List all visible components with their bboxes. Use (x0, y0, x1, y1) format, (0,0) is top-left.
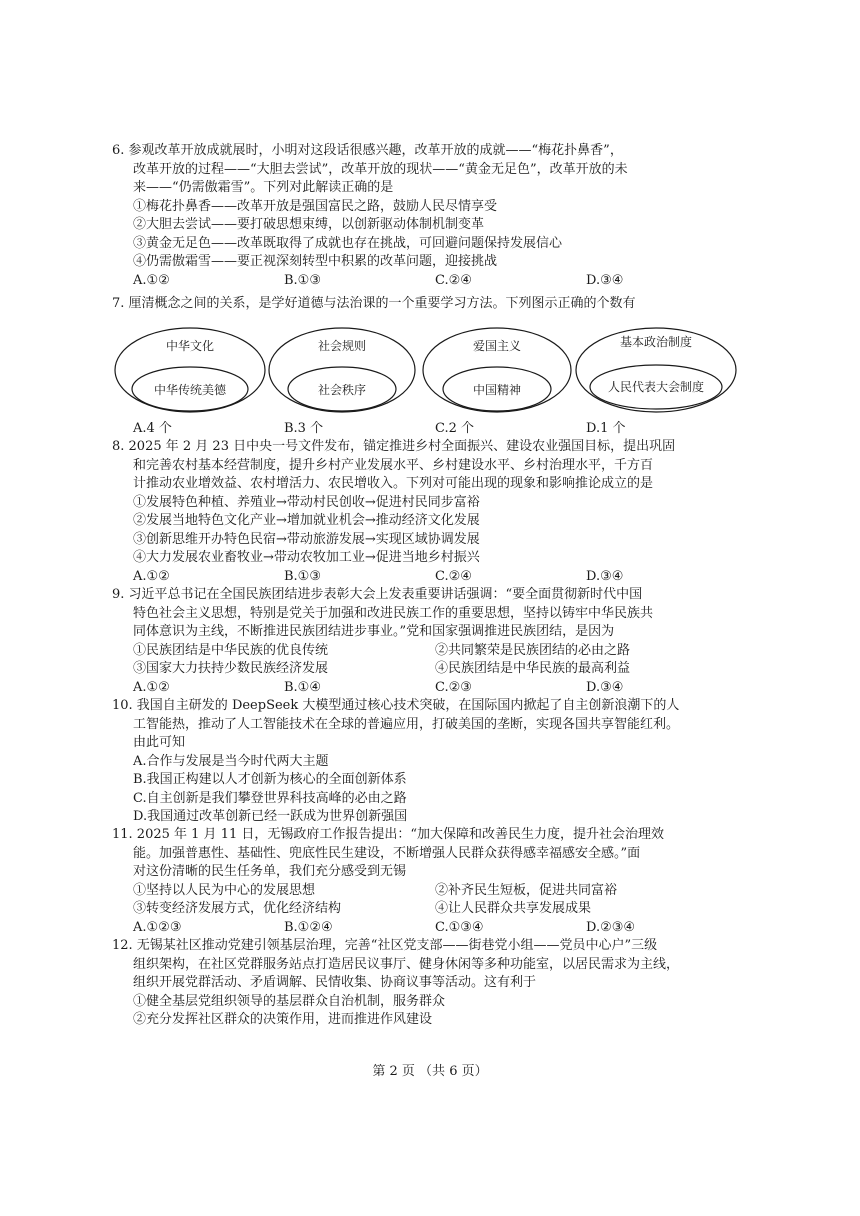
q6-option-c: C.②④ (435, 272, 472, 288)
question-9 (112, 586, 737, 697)
q9-line-3: 同体意识为主线，不断推进民族团结进步事业。”党和国家强调推进民族团结，是因为 (133, 624, 615, 639)
q8-line-3: 计推动农业增效益、农村增活力、农民增收入。下列对可能出现的现象和影响推论成立的是 (133, 476, 654, 491)
question-6 (112, 142, 737, 290)
q10-line-2: 工智能热，推动了人工智能技术在全球的普遍应用，打破美国的垄断，实现各国共享智能红利。 (133, 716, 680, 732)
q7-diagram-3-outer: 爱国主义 (472, 339, 522, 353)
page-footer: 第 2 页 （共 6 页） (372, 1064, 488, 1079)
question-7 (112, 295, 737, 314)
q11-items-row-1 (112, 882, 737, 901)
q11-items-row-2 (112, 900, 737, 919)
q7-diagram-2-outer: 社会规则 (317, 339, 367, 353)
q11-line-2: 能。加强普惠性、基础性、兜底性民生建设，不断增强人民群众获得感幸福感安全感。”面 (133, 845, 641, 861)
q6-option-d: D.③④ (586, 272, 624, 288)
q7-option-c: C.2 个 (435, 421, 475, 436)
q7-option-b: B.3 个 (284, 421, 324, 436)
q8-option-d: D.③④ (586, 568, 624, 584)
q7-diagram-3 (423, 328, 571, 412)
q8-statement-3: ③创新思维开办特色民宿→带动旅游发展→实现区域协调发展 (133, 531, 480, 547)
question-12 (112, 937, 737, 1030)
q12-statement-2: ②充分发挥社区群众的决策作用，进而推进作风建设 (133, 1012, 433, 1027)
q9-options (112, 679, 737, 698)
q7-diagram-4-outer: 基本政治制度 (619, 335, 693, 349)
q10-line-1: 10. 我国自主研发的 DeepSeek 大模型通过核心技术突破，在国际国内掀起了自主创新浪潮下的人 (112, 698, 680, 713)
q9-statement-3: ③国家大力扶持少数民族经济发展 (133, 661, 329, 676)
q8-option-c: C.②④ (435, 568, 472, 584)
q11-statement-1: ①坚持以人民为中心的发展思想 (133, 882, 316, 898)
q7-options-block (112, 420, 737, 439)
q9-line-1: 9. 习近平总书记在全国民族团结进步表彰大会上发表重要讲话强调：“要全面贯彻新时代中国 (112, 587, 643, 602)
q11-option-d: D.②③④ (586, 919, 636, 935)
q10-option-c: C.自主创新是我们攀登世界科技高峰的必由之路 (133, 790, 407, 806)
q12-line-2: 组织架构，在社区党群服务站点打造居民议事厅、健身休闲等多种功能室，以居民需求为主线， (133, 956, 680, 972)
q8-statement-4: ④大力发展农业畜牧业→带动农牧加工业→促进当地乡村振兴 (133, 550, 480, 565)
q9-line-2: 特色社会主义思想，特别是党关于加强和改进民族工作的重要思想，坚持以铸牢中华民族共 (133, 605, 654, 621)
question-10 (112, 697, 737, 827)
q8-statement-1: ①发展特色种植、养殖业→带动村民创收→促进村民同步富裕 (133, 494, 480, 510)
q11-options (112, 919, 737, 938)
q8-option-a: A.①② (133, 568, 170, 584)
q8-option-b: B.①③ (284, 568, 321, 584)
q9-items-row-2 (112, 660, 737, 679)
q7-options (112, 420, 737, 439)
q6-option-a: A.①② (133, 272, 170, 288)
q12-statement-1: ①健全基层党组织领导的基层群众自治机制，服务群众 (133, 993, 446, 1009)
q11-statement-2: ②补齐民生短板，促进共同富裕 (435, 882, 618, 898)
q6-statement-2: ②大胆去尝试——要打破思想束缚，以创新驱动体制机制变革 (133, 217, 485, 232)
q10-option-a: A.合作与发展是当今时代两大主题 (133, 753, 329, 769)
q6-statement-1: ①梅花扑鼻香——改革开放是强国富民之路，鼓励人民尽情享受 (133, 198, 498, 214)
q7-diagram-4 (576, 328, 736, 412)
q11-line-1: 11. 2025 年 1 月 11 日，无锡政府工作报告提出：“加大保障和改善民生力度，提升社会治理效 (112, 827, 665, 842)
q7-diagram-2-inner: 社会秩序 (317, 383, 367, 397)
q12-line-1: 12. 无锡某社区推动党建引领基层治理，完善“社区党支部——街巷党小组——党员中心户”三级 (112, 938, 658, 953)
question-8 (112, 438, 737, 586)
q8-line-1: 8. 2025 年 2 月 23 日中央一号文件发布，锚定推进乡村全面振兴、建设农业强国目标，提出巩固 (112, 439, 676, 454)
q9-option-d: D.③④ (586, 679, 624, 695)
q10-line-3: 由此可知 (133, 735, 186, 750)
q7-diagram-2 (269, 328, 415, 412)
q8-options (112, 568, 737, 587)
q9-option-b: B.①④ (284, 679, 321, 695)
q7-option-a: A.4 个 (133, 421, 172, 436)
q9-statement-1: ①民族团结是中华民族的优良传统 (133, 642, 329, 658)
q6-statement-3: ③黄金无足色——改革既取得了成就也存在挑战，可回避问题保持发展信心 (133, 235, 563, 251)
q6-line-2: 改革开放的过程——“大胆去尝试”，改革开放的现状——“黄金无足色”，改革开放的未 (133, 161, 628, 177)
q7-diagrams (112, 325, 742, 415)
q11-line-3: 对这份清晰的民生任务单，我们充分感受到无锡 (133, 864, 407, 879)
q6-statement-4: ④仍需傲霜雪——要正视深刻转型中积累的改革问题，迎接挑战 (133, 254, 498, 269)
q8-statement-2: ②发展当地特色文化产业→增加就业机会→推动经济文化发展 (133, 513, 480, 528)
q6-line-1: 6. 参观改革开放成就展时，小明对这段话很感兴趣，改革开放的成就——“梅花扑鼻香”， (112, 143, 623, 158)
q7-diagram-3-inner: 中国精神 (472, 383, 522, 397)
question-11 (112, 826, 737, 937)
q11-option-a: A.①②③ (133, 919, 182, 935)
q7-diagram-1 (115, 328, 265, 412)
q6-line-3: 来——“仍需傲霜雪”。下列对此解读正确的是 (133, 180, 394, 195)
q11-option-b: B.①②④ (284, 919, 333, 935)
q7-stem: 7. 厘清概念之间的关系，是学好道德与法治课的一个重要学习方法。下列图示正确的个数有 (112, 296, 636, 311)
q10-option-b: B.我国正构建以人才创新为核心的全面创新体系 (133, 772, 407, 787)
q9-statement-2: ②共同繁荣是民族团结的必由之路 (435, 642, 631, 658)
q7-diagram-4-inner: 人民代表大会制度 (607, 380, 705, 394)
q6-options (112, 272, 737, 291)
q9-option-c: C.②③ (435, 679, 472, 695)
q9-option-a: A.①② (133, 679, 170, 695)
q8-line-2: 和完善农村基本经营制度，提升乡村产业发展水平、乡村建设水平、乡村治理水平，千方百 (133, 457, 654, 473)
q10-option-d: D.我国通过改革创新已经一跃成为世界创新强国 (133, 809, 408, 824)
q9-items-row-1 (112, 642, 737, 661)
q12-line-3: 组织开展党群活动、矛盾调解、民情收集、协商议事等活动。这有利于 (133, 975, 537, 990)
q9-statement-4: ④民族团结是中华民族的最高利益 (435, 661, 631, 676)
q7-diagram-1-outer: 中华文化 (165, 339, 215, 353)
q7-diagram-1-inner: 中华传统美德 (153, 383, 227, 397)
q11-option-c: C.①③④ (435, 919, 484, 935)
q11-statement-4: ④让人民群众共享发展成果 (435, 901, 592, 916)
q6-option-b: B.①③ (284, 272, 321, 288)
q7-option-d: D.1 个 (586, 421, 626, 436)
q11-statement-3: ③转变经济发展方式，优化经济结构 (133, 901, 342, 916)
